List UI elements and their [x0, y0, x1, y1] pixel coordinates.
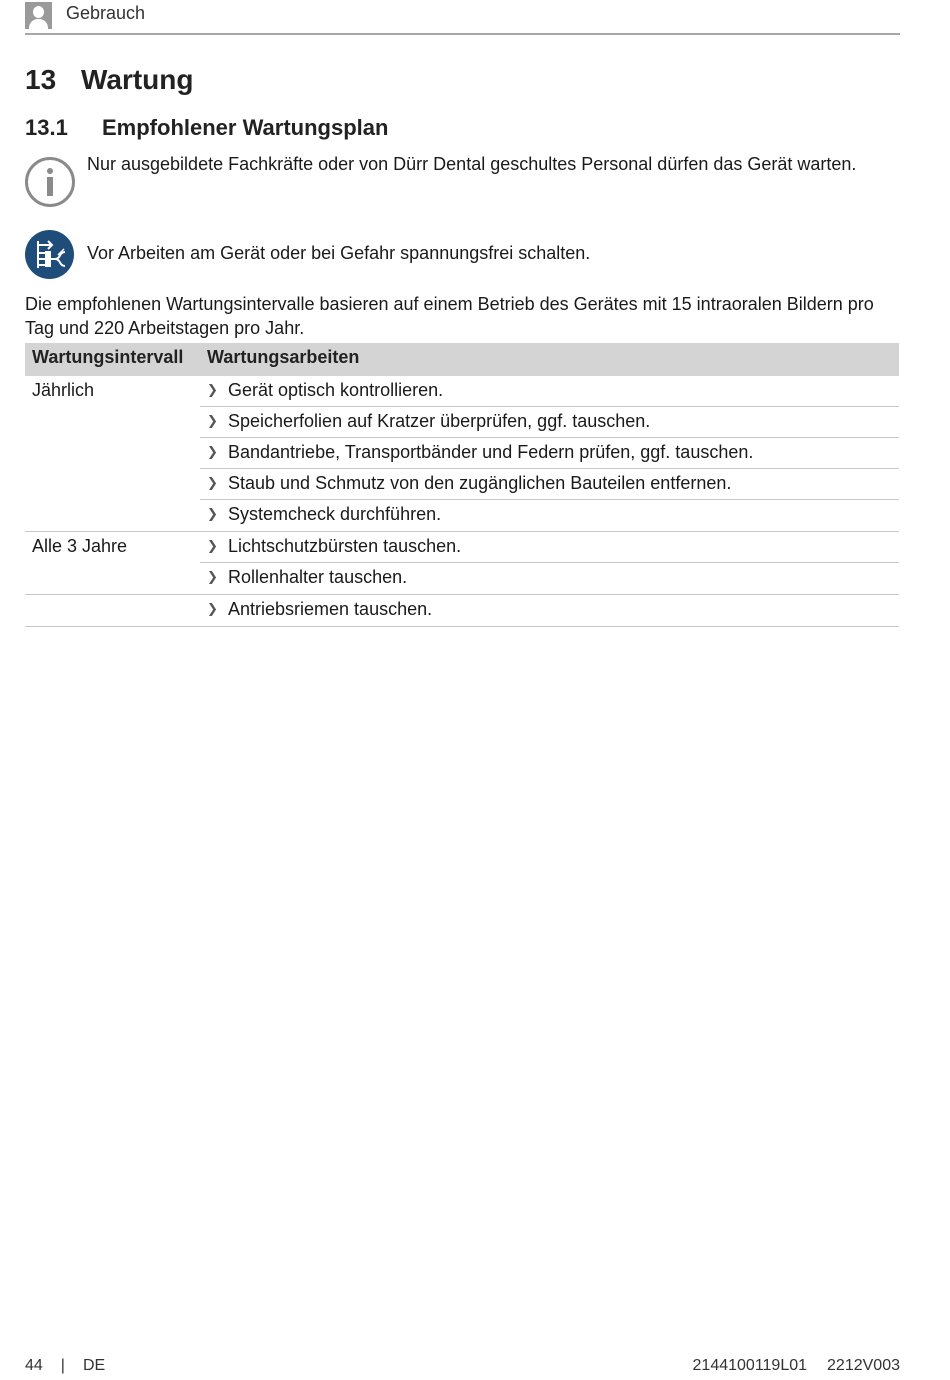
document-version: 2212V003 — [827, 1357, 900, 1374]
task-cell: ❯ Gerät optisch kontrollieren. — [207, 380, 444, 400]
table-row — [25, 563, 899, 595]
table-row — [25, 500, 899, 532]
language-code: DE — [82, 1357, 106, 1374]
table-row — [25, 407, 899, 438]
chapter-title: Wartung — [81, 64, 194, 95]
header-title: Gebrauch — [66, 3, 146, 23]
table-row — [25, 469, 899, 500]
task-cell: ❯ Speicherfolien auf Kratzer überprüfen, ggf. tauschen. — [207, 411, 651, 431]
chevron-right-icon: ❯ — [207, 569, 218, 584]
document-number: 2144100119L01 — [692, 1357, 808, 1374]
chevron-right-icon: ❯ — [207, 413, 218, 428]
footer-right — [693, 1357, 900, 1375]
page-number: 44 — [25, 1357, 43, 1374]
footer-left — [25, 1357, 105, 1375]
table-row — [25, 595, 899, 627]
table-row — [25, 376, 899, 407]
column-header-tasks: Wartungsarbeiten — [207, 347, 360, 367]
task-cell: ❯ Rollenhalter tauschen. — [207, 567, 408, 587]
task-cell: ❯ Lichtschutzbürsten tauschen. — [207, 536, 462, 556]
intro-paragraph: Die empfohlenen Wartungsintervalle basieren auf einem Betrieb des Gerätes mit 15 intraoralen Bildern pro Tag und 220 Arbeitstagen pro Jahr. — [25, 294, 874, 338]
chevron-right-icon: ❯ — [207, 601, 218, 616]
table-row — [25, 438, 899, 469]
info-icon — [25, 157, 75, 207]
task-cell: ❯ Systemcheck durchführen. — [207, 504, 442, 524]
footer-separator: | — [60, 1357, 65, 1374]
page-header — [25, 0, 900, 35]
task-cell: ❯ Bandantriebe, Transportbänder und Federn prüfen, ggf. tauschen. — [207, 442, 754, 462]
maintenance-table — [25, 343, 899, 627]
table-row — [25, 532, 899, 563]
task-cell: ❯ Antriebsriemen tauschen. — [207, 599, 433, 619]
interval-cell: Jährlich — [32, 380, 95, 400]
task-cell: ❯ Staub und Schmutz von den zugänglichen Bauteilen entfernen. — [207, 473, 732, 493]
chevron-right-icon: ❯ — [207, 506, 218, 521]
interval-cell: Alle 3 Jahre — [32, 536, 128, 556]
qualification-note: Nur ausgebildete Fachkräfte oder von Dürr Dental geschultes Personal dürfen das Gerät warten. — [87, 154, 857, 174]
table-header — [25, 343, 899, 376]
chapter-heading — [25, 64, 194, 96]
chevron-right-icon: ❯ — [207, 538, 218, 553]
section-heading — [25, 115, 388, 141]
chevron-right-icon: ❯ — [207, 444, 218, 459]
section-title: Empfohlener Wartungsplan — [102, 115, 389, 140]
chevron-right-icon: ❯ — [207, 382, 218, 397]
power-off-note: Vor Arbeiten am Gerät oder bei Gefahr spannungsfrei schalten. — [87, 243, 591, 263]
user-icon — [25, 2, 52, 29]
section-number: 13.1 — [25, 115, 68, 140]
chevron-right-icon: ❯ — [207, 475, 218, 490]
disconnect-power-icon — [25, 230, 74, 279]
column-header-interval: Wartungsintervall — [32, 347, 184, 367]
chapter-number: 13 — [25, 64, 57, 95]
